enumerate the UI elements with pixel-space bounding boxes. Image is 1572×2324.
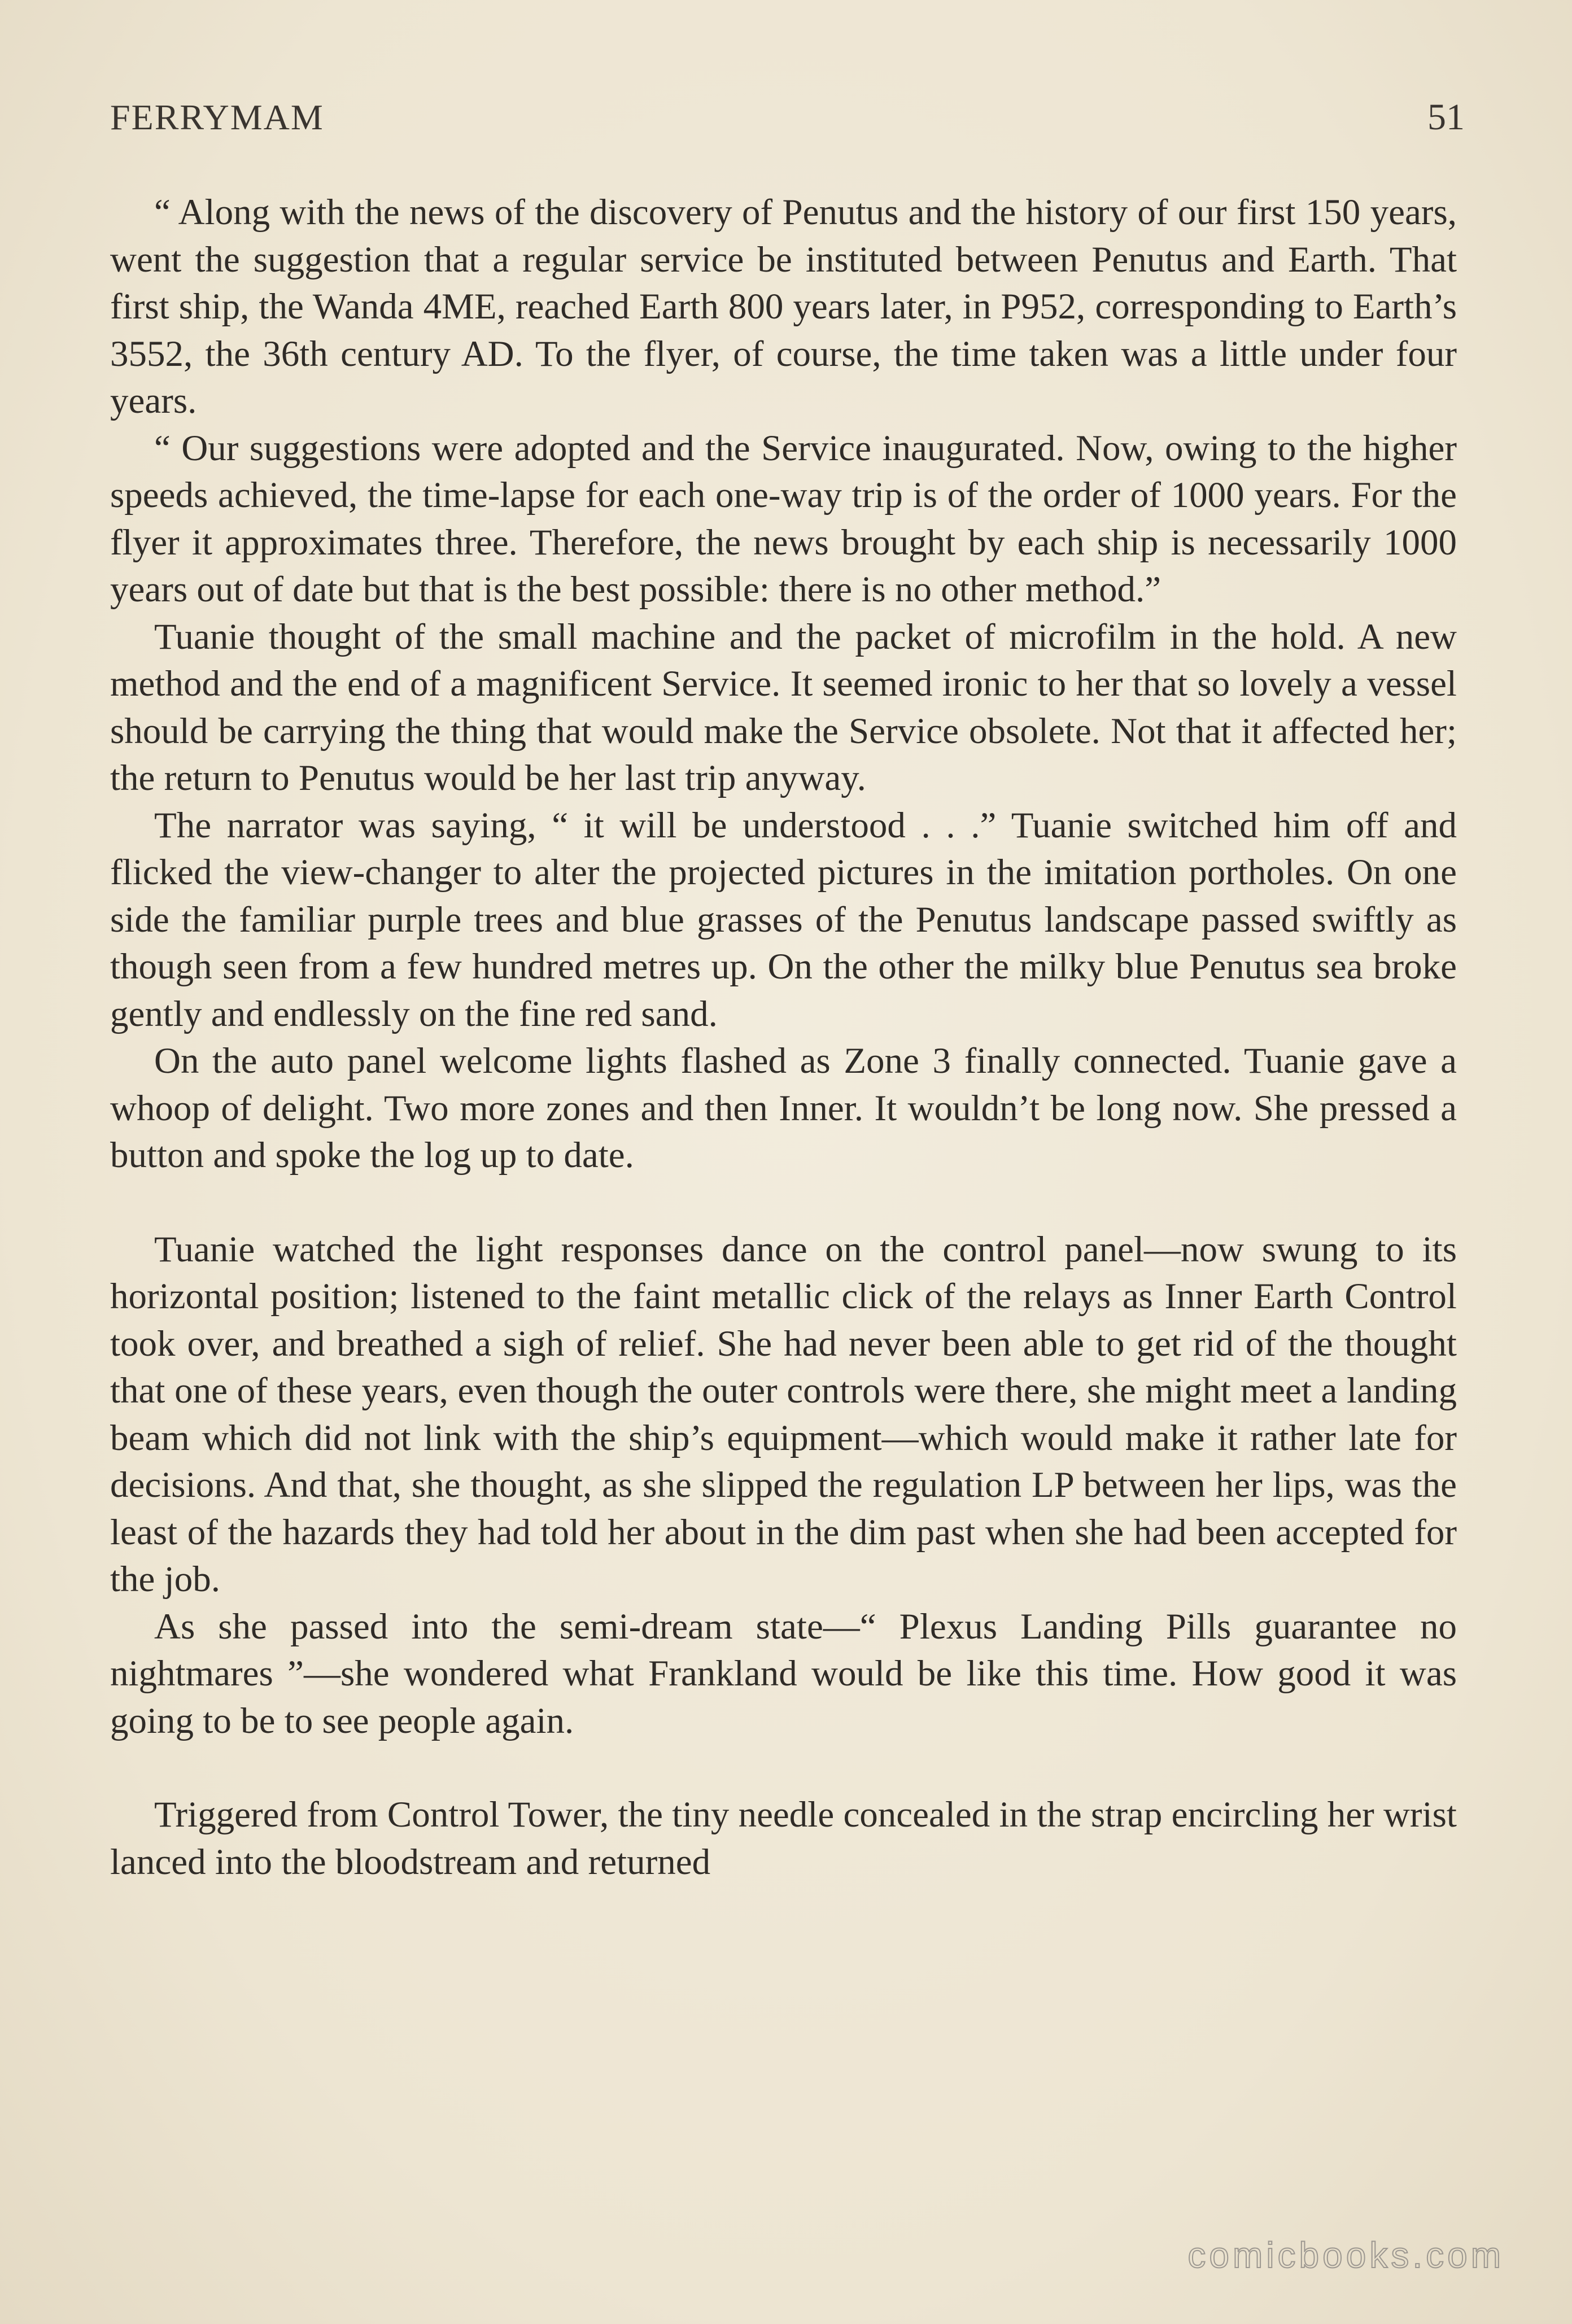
paragraph-5: On the auto panel welcome lights flashed as Zone 3 finally connected. Tuanie gave a whoop of delight. Two more zones and then Inner. It wouldn’t be long now. She pressed a button and spoke the log up to date. [110,1041,1457,1176]
running-title: FERRYMAM [110,97,324,137]
watermark: comicbooks.com [1187,2235,1504,2275]
paragraph-1: “ Along with the news of the discovery of Penutus and the history of our first 150 years, went the suggestion that a regular service be instituted between Penutus and Earth. That first ship, the Wanda 4ME, reached Earth 800 years later, in P952, corresponding to Earth’s 3552, the 36th century AD. To the flyer, of course, the time taken was a little under four years. [110,192,1457,421]
paragraph-2: “ Our suggestions were adopted and the Service inaugurated. Now, owing to the higher speeds achieved, the time-lapse for each one-way trip is of the order of 1000 years. For the flyer it approximates three. Therefore, the news brought by each ship is necessarily 1000 years out of date but that is the best possible: there is no other method.” [110,427,1457,610]
page-number: 51 [1427,97,1465,138]
paragraph-8: Triggered from Control Tower, the tiny needle concealed in the strap encircling her wrist lanced into the bloodstream and returned [110,1794,1457,1882]
body-text [110,189,1457,1886]
paragraph-7: As she passed into the semi-dream state—“ Plexus Landing Pills guarantee no nightmares ”—she wondered what Frankland would be like this time. How good it was going to be to see people again. [110,1606,1457,1741]
paragraph-3: Tuanie thought of the small machine and the packet of microfilm in the hold. A new method and the end of a magnificent Service. It seemed ironic to her that so lovely a vessel should be carrying the thing that would make the Service obsolete. Not that it affected her; the return to Penutus would be her last trip anyway. [110,616,1457,798]
paragraph-6: Tuanie watched the light responses dance on the control panel—now swung to its horizontal position; listened to the faint metallic click of the relays as Inner Earth Control took over, and breathed a sigh of relief. She had never been able to get rid of the thought that one of these years, even though the outer controls were there, she might meet a landing beam which did not link with the ship’s equipment—which would make it rather late for decisions. And that, she thought, as she slipped the regulation LP between her lips, was the least of the hazards they had told her about in the dim past when she had been accepted for the job. [110,1229,1457,1600]
paragraph-4: The narrator was saying, “ it will be understood . . .” Tuanie switched him off and flicked the view-changer to alter the projected pictures in the imitation portholes. On one side the familiar purple trees and blue grasses of the Penutus landscape passed swiftly as though seen from a few hundred metres up. On the other the milky blue Penutus sea broke gently and endlessly on the fine red sand. [110,805,1457,1034]
running-head [110,96,1465,147]
